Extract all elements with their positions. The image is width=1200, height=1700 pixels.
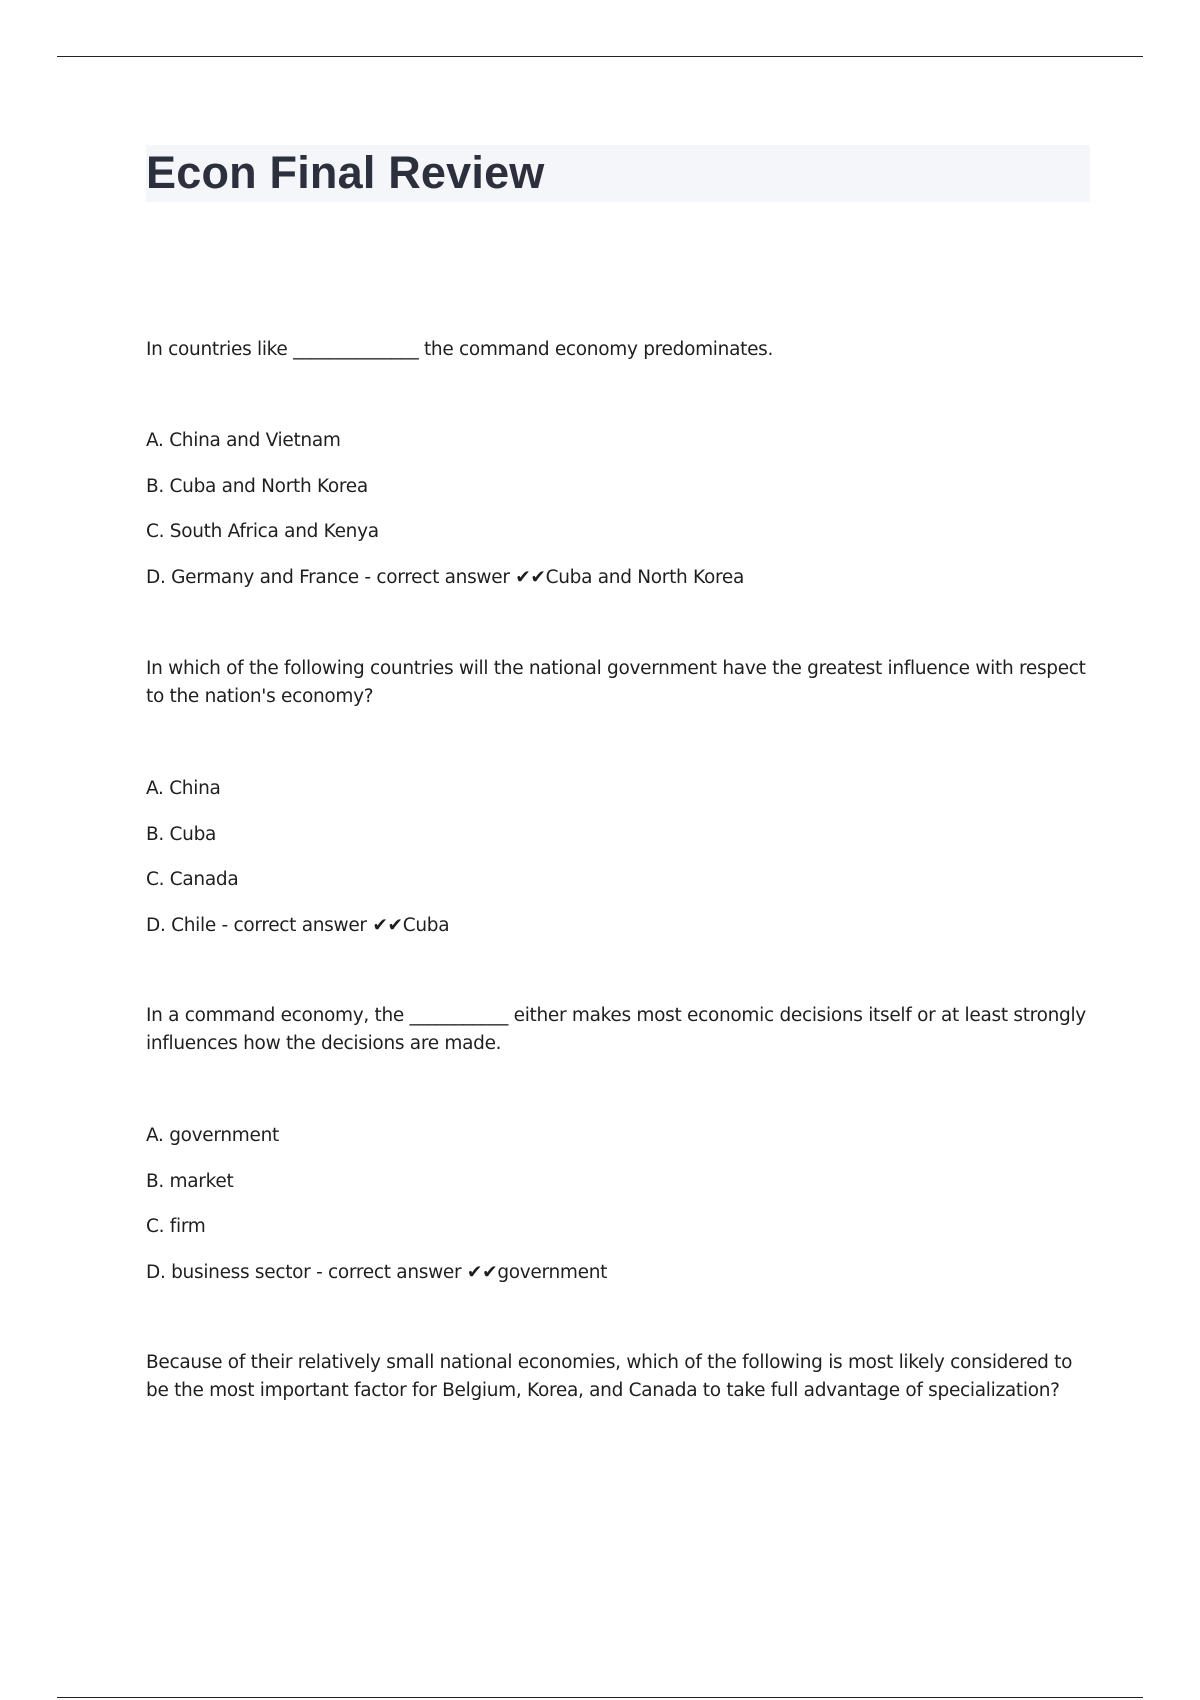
- question-2-option-d: [146, 912, 449, 940]
- question-1-option-d: [146, 564, 744, 592]
- question-2-correct-answer: Cuba: [402, 915, 450, 936]
- question-3-line-2: influences how the decisions are made.: [146, 1033, 502, 1054]
- question-3-option-b: B. market: [146, 1171, 234, 1192]
- question-1-line-1: In countries like ______________ the command economy predominates.: [146, 339, 774, 360]
- question-1-option-b: B. Cuba and North Korea: [146, 476, 368, 497]
- checkmark-icon: ✔✔: [372, 915, 403, 936]
- question-3-option-a: A. government: [146, 1125, 279, 1146]
- document-title: Econ Final Review: [146, 147, 545, 198]
- question-1-option-c: C. South Africa and Kenya: [146, 521, 379, 542]
- question-2-option-c: C. Canada: [146, 869, 239, 890]
- checkmark-icon: ✔✔: [466, 1262, 498, 1283]
- question-2-option-b: B. Cuba: [146, 824, 217, 845]
- bottom-rule: [57, 1697, 1143, 1698]
- question-2-line-1: In which of the following countries will the national government have the greatest influence with respect: [146, 658, 1086, 679]
- question-2-line-2: to the nation's economy?: [146, 686, 374, 707]
- question-2-option-a: A. China: [146, 778, 221, 799]
- checkmark-icon: ✔✔: [515, 567, 546, 588]
- question-3-option-c: C. firm: [146, 1216, 206, 1237]
- question-3-option-d: [146, 1259, 607, 1287]
- top-rule: [57, 56, 1143, 57]
- question-1: [146, 336, 1096, 364]
- question-2: [146, 655, 1096, 711]
- question-1-correct-answer: Cuba and North Korea: [545, 567, 744, 588]
- question-1-option-d-text: D. Germany and France - correct answer: [146, 567, 510, 588]
- question-1-option-a: A. China and Vietnam: [146, 430, 341, 451]
- question-3: [146, 1002, 1096, 1058]
- question-3-line-1: In a command economy, the ___________ either makes most economic decisions itself or at least strongly: [146, 1005, 1086, 1026]
- question-4: [146, 1349, 1096, 1405]
- question-4-line-1: Because of their relatively small national economies, which of the following is most likely considered to: [146, 1352, 1073, 1373]
- question-2-option-d-text: D. Chile - correct answer: [146, 915, 367, 936]
- question-3-option-d-text: D. business sector - correct answer: [146, 1262, 462, 1283]
- question-4-line-2: be the most important factor for Belgium, Korea, and Canada to take full advantage of specialization?: [146, 1380, 1060, 1401]
- question-3-correct-answer: government: [497, 1262, 608, 1283]
